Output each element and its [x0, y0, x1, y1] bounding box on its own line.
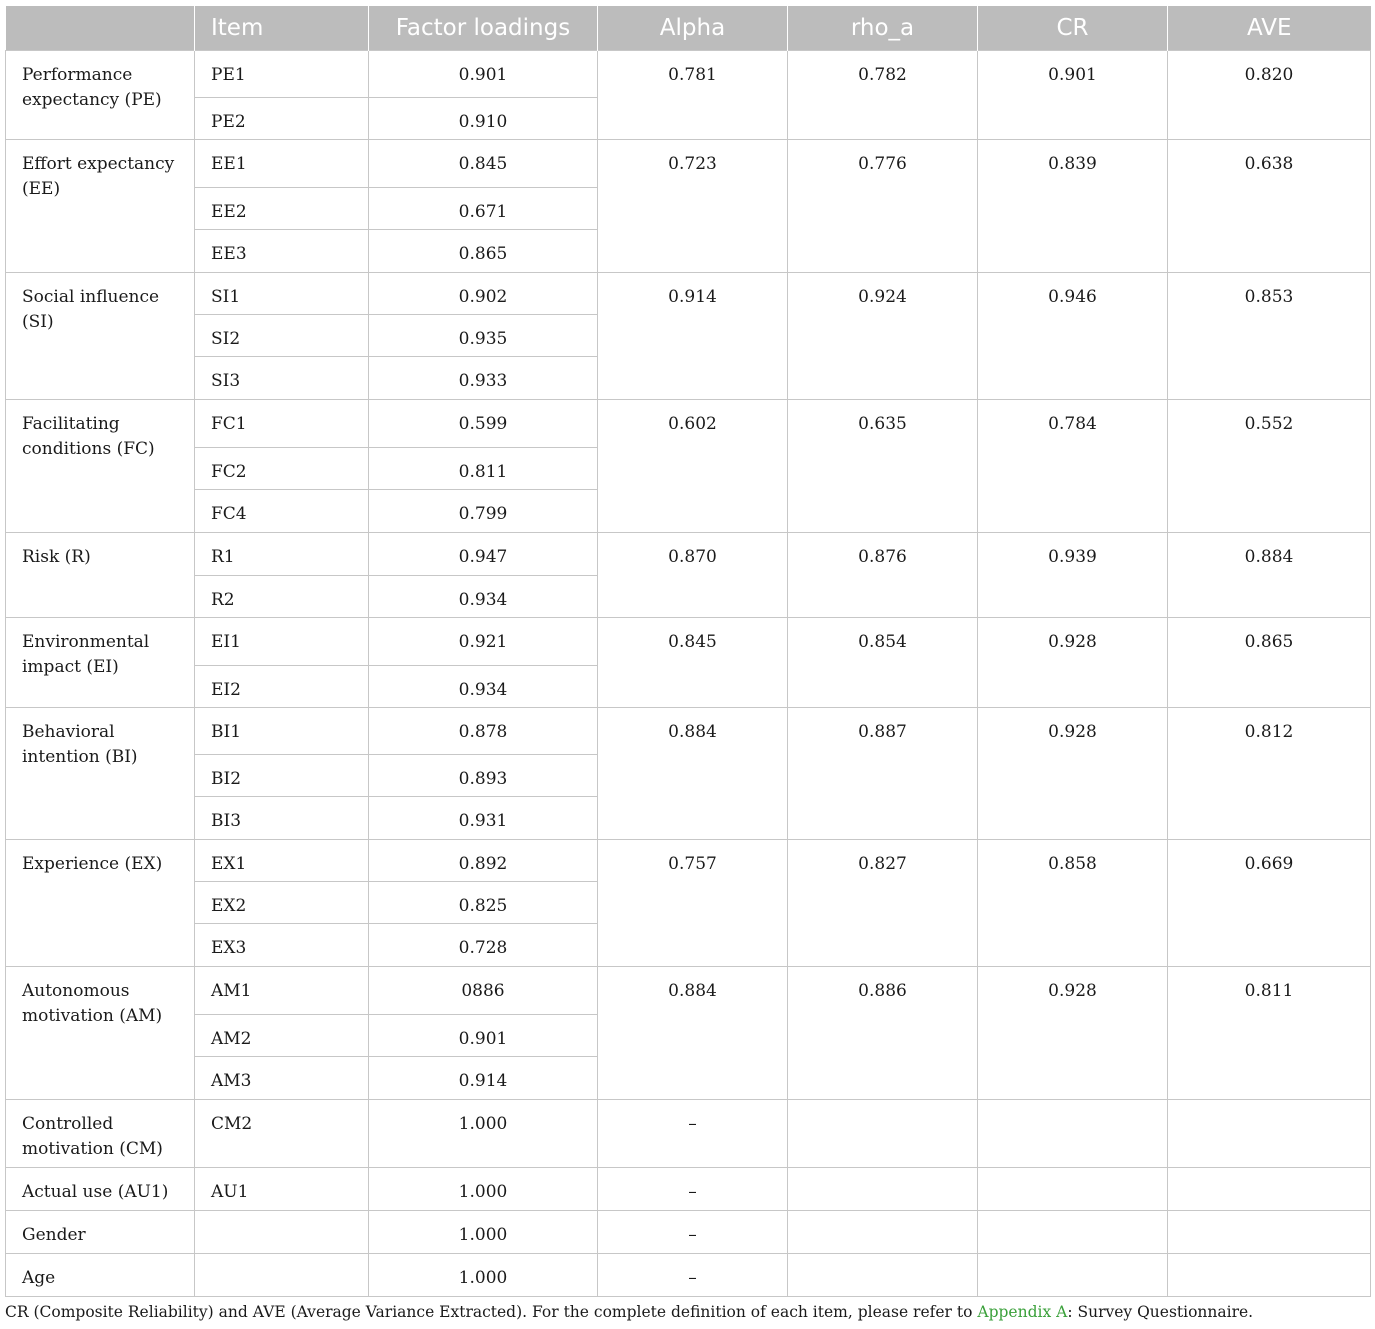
cr-cell: 0.928 [978, 618, 1168, 708]
alpha-cell: 0.781 [598, 51, 788, 140]
item-code-cell: EI2 [195, 666, 369, 708]
ave-cell: 0.820 [1168, 51, 1371, 140]
item-code-cell: PE2 [195, 98, 369, 140]
item-code-cell: AM2 [195, 1015, 369, 1057]
alpha-cell: 0.870 [598, 533, 788, 618]
item-code-cell: FC1 [195, 400, 369, 448]
factor-loading-cell: 0.671 [369, 188, 598, 230]
rho-a-cell: 0.886 [788, 967, 978, 1100]
cr-cell: 0.839 [978, 140, 1168, 273]
alpha-cell: – [598, 1211, 788, 1254]
header-factor-loadings: Factor loadings [369, 6, 598, 51]
item-code-cell: EE3 [195, 230, 369, 273]
rho-a-cell: 0.827 [788, 840, 978, 967]
footnote-suffix: : Survey Questionnaire. [1067, 1303, 1254, 1321]
cr-cell: 0.858 [978, 840, 1168, 967]
table-row [6, 708, 1371, 755]
table-row [6, 1168, 1371, 1211]
item-code-cell: R2 [195, 576, 369, 618]
item-code-cell: CM2 [195, 1100, 369, 1168]
rho-a-cell [788, 1100, 978, 1168]
item-code-cell: AM3 [195, 1057, 369, 1100]
item-code-cell: AM1 [195, 967, 369, 1015]
item-code-cell: BI2 [195, 755, 369, 797]
ave-cell: 0.884 [1168, 533, 1371, 618]
factor-loading-cell: 0.845 [369, 140, 598, 188]
footnote-text: CR (Composite Reliability) and AVE (Average Variance Extracted). For the complete definition of each item, please refer to [5, 1303, 978, 1321]
factor-loading-cell: 0.799 [369, 490, 598, 533]
construct-cell: Risk (R) [6, 533, 195, 618]
construct-cell: Experience (EX) [6, 840, 195, 967]
table-row [6, 533, 1371, 576]
construct-cell: Autonomous motivation (AM) [6, 967, 195, 1100]
construct-cell: Social influence (SI) [6, 273, 195, 400]
alpha-cell: 0.884 [598, 967, 788, 1100]
ave-cell: 0.811 [1168, 967, 1371, 1100]
table-header [6, 6, 1371, 51]
factor-loading-cell: 0.901 [369, 1015, 598, 1057]
alpha-cell: 0.723 [598, 140, 788, 273]
rho-a-cell: 0.924 [788, 273, 978, 400]
construct-cell: Age [6, 1254, 195, 1297]
cr-cell [978, 1168, 1168, 1211]
header-cr: CR [978, 6, 1168, 51]
header-construct [6, 6, 195, 51]
item-code-cell [195, 1211, 369, 1254]
table-row [6, 618, 1371, 666]
construct-cell: Behavioral intention (BI) [6, 708, 195, 840]
reliability-table [5, 6, 1371, 1297]
ave-cell [1168, 1100, 1371, 1168]
factor-loading-cell: 1.000 [369, 1168, 598, 1211]
cr-cell [978, 1211, 1168, 1254]
factor-loading-cell: 0.811 [369, 448, 598, 490]
item-code-cell: AU1 [195, 1168, 369, 1211]
ave-cell: 0.812 [1168, 708, 1371, 840]
factor-loading-cell: 0.933 [369, 357, 598, 400]
rho-a-cell: 0.854 [788, 618, 978, 708]
alpha-cell: 0.757 [598, 840, 788, 967]
factor-loading-cell: 1.000 [369, 1254, 598, 1297]
factor-loading-cell: 0.892 [369, 840, 598, 882]
cr-cell: 0.928 [978, 708, 1168, 840]
ave-cell [1168, 1168, 1371, 1211]
factor-loading-cell: 0.910 [369, 98, 598, 140]
item-code-cell: SI1 [195, 273, 369, 315]
ave-cell: 0.552 [1168, 400, 1371, 533]
construct-cell: Gender [6, 1211, 195, 1254]
cr-cell: 0.946 [978, 273, 1168, 400]
item-code-cell: EE1 [195, 140, 369, 188]
table-row [6, 140, 1371, 188]
ave-cell [1168, 1211, 1371, 1254]
construct-cell: Environmental impact (EI) [6, 618, 195, 708]
header-ave: AVE [1168, 6, 1371, 51]
cr-cell: 0.784 [978, 400, 1168, 533]
factor-loading-cell: 0.902 [369, 273, 598, 315]
alpha-cell: 0.914 [598, 273, 788, 400]
alpha-cell: 0.884 [598, 708, 788, 840]
factor-loading-cell: 0.893 [369, 755, 598, 797]
alpha-cell: – [598, 1100, 788, 1168]
item-code-cell: BI3 [195, 797, 369, 840]
factor-loading-cell: 0.599 [369, 400, 598, 448]
table-row [6, 273, 1371, 315]
ave-cell: 0.669 [1168, 840, 1371, 967]
item-code-cell: EE2 [195, 188, 369, 230]
factor-loading-cell: 0.934 [369, 576, 598, 618]
rho-a-cell: 0.635 [788, 400, 978, 533]
factor-loading-cell: 0886 [369, 967, 598, 1015]
ave-cell: 0.865 [1168, 618, 1371, 708]
ave-cell [1168, 1254, 1371, 1297]
alpha-cell: 0.845 [598, 618, 788, 708]
appendix-link[interactable]: Appendix A [977, 1303, 1068, 1321]
construct-cell: Effort expectancy (EE) [6, 140, 195, 273]
item-code-cell: SI2 [195, 315, 369, 357]
table-row [6, 1211, 1371, 1254]
factor-loading-cell: 0.935 [369, 315, 598, 357]
alpha-cell: 0.602 [598, 400, 788, 533]
item-code-cell: EI1 [195, 618, 369, 666]
rho-a-cell [788, 1254, 978, 1297]
item-code-cell [195, 1254, 369, 1297]
factor-loading-cell: 0.921 [369, 618, 598, 666]
factor-loading-cell: 1.000 [369, 1211, 598, 1254]
factor-loading-cell: 0.825 [369, 882, 598, 924]
cr-cell: 0.928 [978, 967, 1168, 1100]
header-rho-a: rho_a [788, 6, 978, 51]
rho-a-cell: 0.782 [788, 51, 978, 140]
item-code-cell: PE1 [195, 51, 369, 98]
header-alpha: Alpha [598, 6, 788, 51]
rho-a-cell: 0.876 [788, 533, 978, 618]
table-row [6, 51, 1371, 98]
item-code-cell: R1 [195, 533, 369, 576]
table-row [6, 840, 1371, 882]
table-row [6, 1100, 1371, 1168]
construct-cell: Performance expectancy (PE) [6, 51, 195, 140]
alpha-cell: – [598, 1168, 788, 1211]
ave-cell: 0.853 [1168, 273, 1371, 400]
factor-loading-cell: 0.934 [369, 666, 598, 708]
rho-a-cell [788, 1168, 978, 1211]
construct-cell: Actual use (AU1) [6, 1168, 195, 1211]
table-footnote [5, 1303, 1253, 1321]
factor-loading-cell: 0.914 [369, 1057, 598, 1100]
item-code-cell: FC2 [195, 448, 369, 490]
alpha-cell: – [598, 1254, 788, 1297]
ave-cell: 0.638 [1168, 140, 1371, 273]
table-row [6, 400, 1371, 448]
cr-cell [978, 1254, 1168, 1297]
factor-loading-cell: 0.865 [369, 230, 598, 273]
rho-a-cell: 0.776 [788, 140, 978, 273]
cr-cell [978, 1100, 1168, 1168]
factor-loading-cell: 0.728 [369, 924, 598, 967]
item-code-cell: EX1 [195, 840, 369, 882]
rho-a-cell: 0.887 [788, 708, 978, 840]
table-row [6, 967, 1371, 1015]
rho-a-cell [788, 1211, 978, 1254]
factor-loading-cell: 0.878 [369, 708, 598, 755]
item-code-cell: FC4 [195, 490, 369, 533]
item-code-cell: EX3 [195, 924, 369, 967]
item-code-cell: EX2 [195, 882, 369, 924]
cr-cell: 0.939 [978, 533, 1168, 618]
factor-loading-cell: 1.000 [369, 1100, 598, 1168]
table-row [6, 1254, 1371, 1297]
construct-cell: Controlled motivation (CM) [6, 1100, 195, 1168]
item-code-cell: BI1 [195, 708, 369, 755]
factor-loading-cell: 0.901 [369, 51, 598, 98]
factor-loading-cell: 0.947 [369, 533, 598, 576]
construct-cell: Facilitating conditions (FC) [6, 400, 195, 533]
table-body [6, 51, 1371, 1297]
header-item: Item [195, 6, 369, 51]
cr-cell: 0.901 [978, 51, 1168, 140]
item-code-cell: SI3 [195, 357, 369, 400]
factor-loading-cell: 0.931 [369, 797, 598, 840]
